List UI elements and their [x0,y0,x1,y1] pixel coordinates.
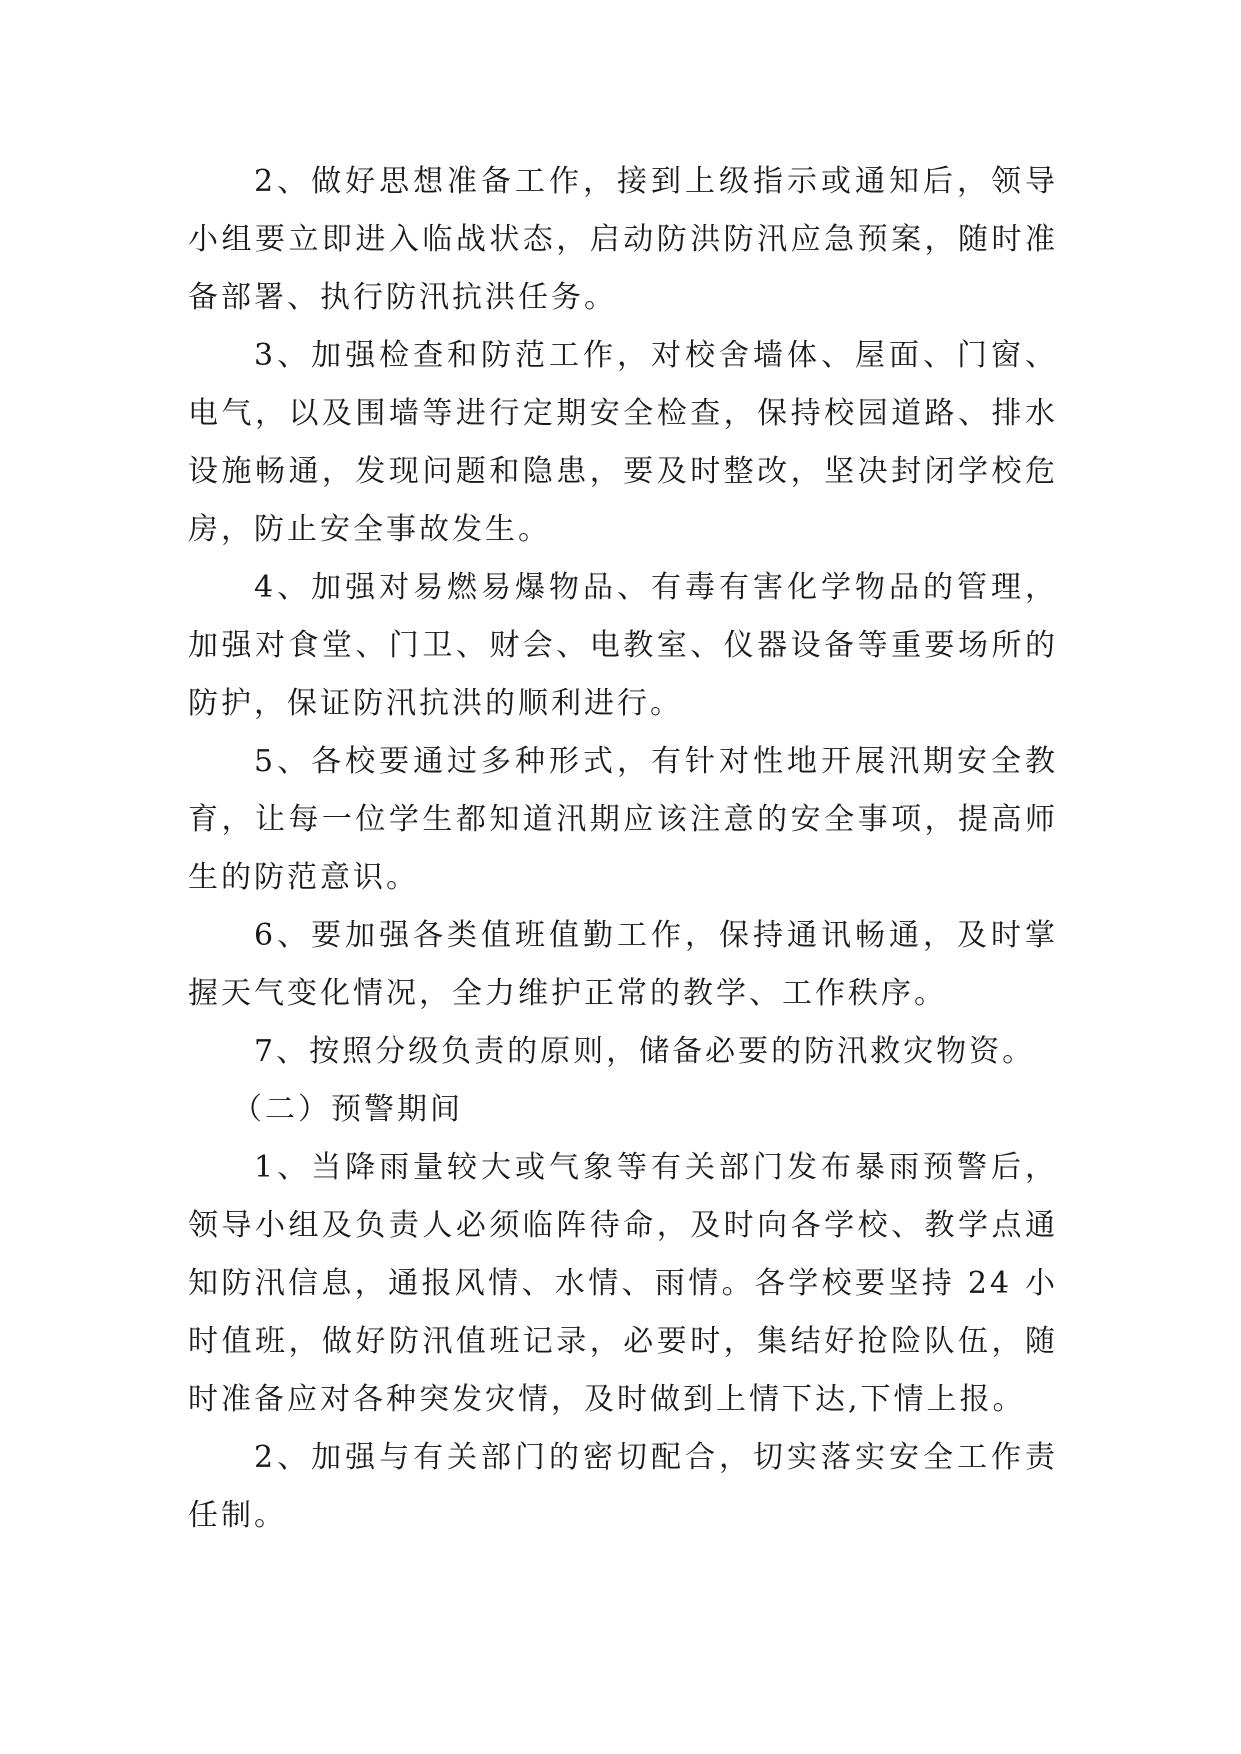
paragraph-item-5 [188,733,1058,907]
text-line: 生的防范意识。 [188,860,419,895]
text-line: 6、要加强各类值班值勤工作，保持通讯畅通，及时掌 [254,918,1058,953]
text-line: 加强对食堂、门卫、财会、电教室、仪器设备等重要场所的 [188,628,1058,663]
text-line: 任制。 [188,1498,287,1533]
section-heading: （二）预警期间 [232,1092,463,1127]
text-line: 知防汛信息，通报风情、水情、雨情。各学校要坚持 24 小 [188,1266,1058,1301]
text-line: 4、加强对易燃易爆物品、有毒有害化学物品的管理， [254,570,1058,605]
section-one-body [188,153,1058,1081]
text-line: 领导小组及负责人必须临阵待命，及时向各学校、教学点通 [188,1208,1058,1243]
text-line: 2、做好思想准备工作，接到上级指示或通知后，领导 [254,164,1058,199]
text-line: 3、加强检查和防范工作，对校舍墙体、屋面、门窗、 [254,338,1058,373]
paragraph-item-3 [188,327,1058,559]
text-line: 时值班，做好防汛值班记录，必要时，集结好抢险队伍，随 [188,1324,1058,1359]
text-line: 电气，以及围墙等进行定期安全检查，保持校园道路、排水 [188,396,1058,431]
paragraph-item-7 [188,1023,1058,1081]
paragraph-item-2 [188,153,1058,327]
text-line: 2、加强与有关部门的密切配合，切实落实安全工作责 [254,1440,1058,1475]
document-page [188,153,1058,1545]
section-two-body [188,1139,1058,1545]
text-line: 设施畅通，发现问题和隐患，要及时整改，坚决封闭学校危 [188,454,1058,489]
text-line: 7、按照分级负责的原则，储备必要的防汛救灾物资。 [254,1034,1036,1069]
text-line: 时准备应对各种突发灾情，及时做到上情下达,下情上报。 [188,1382,1026,1417]
paragraph-item-6 [188,907,1058,1023]
paragraph-warn-1 [188,1139,1058,1429]
text-line: 5、各校要通过多种形式，有针对性地开展汛期安全教 [254,744,1058,779]
text-line: 育，让每一位学生都知道汛期应该注意的安全事项，提高师 [188,802,1058,837]
text-line: 房，防止安全事故发生。 [188,512,551,547]
text-line: 1、当降雨量较大或气象等有关部门发布暴雨预警后， [254,1150,1058,1185]
paragraph-warn-2 [188,1429,1058,1545]
text-line: 握天气变化情况，全力维护正常的教学、工作秩序。 [188,976,947,1011]
text-line: 防护，保证防汛抗洪的顺利进行。 [188,686,683,721]
paragraph-item-4 [188,559,1058,733]
text-line: 小组要立即进入临战状态，启动防洪防汛应急预案，随时准 [188,222,1058,257]
text-line: 备部署、执行防汛抗洪任务。 [188,280,617,315]
